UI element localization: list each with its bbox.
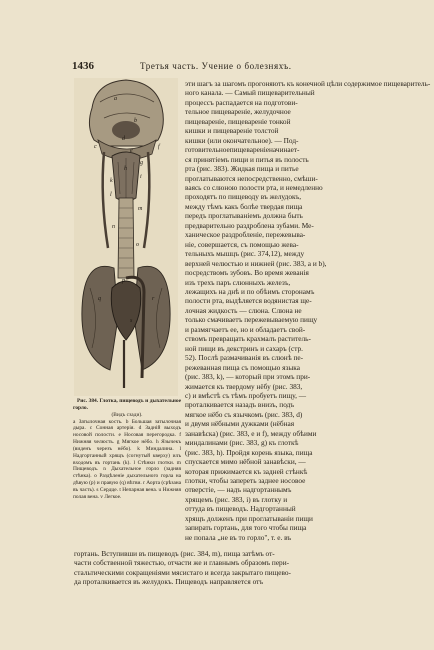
- text-line: эти шагъ за шагомъ прогоняютъ къ конечной цѣли содержимое пищеваритель-: [185, 79, 431, 88]
- figure-label: k: [110, 178, 113, 184]
- text-line: c) и вмѣстѣ съ тѣмъ пробуетъ пищу, —: [185, 390, 307, 400]
- text-line: мягкое нёбо съ язычкомъ (рис. 383, d): [185, 409, 303, 419]
- figure-label: c: [94, 144, 97, 150]
- text-line: кишки и пищевареніе толстой: [185, 126, 279, 136]
- text-line: стальтическими сокращеніями мясистаго и всегда закрытаго пищево-: [74, 567, 291, 577]
- page-number: 1436: [72, 60, 94, 72]
- text-line: ханическое раздробленіе, пережевыва-: [185, 230, 306, 240]
- text-line: рта (рис. 383). Жидкая пища и питье: [185, 164, 299, 174]
- text-line: процессъ распадается на подготови-: [185, 97, 298, 107]
- figure-label: h: [124, 166, 127, 172]
- text-line: полости рта, выдѣляется водянистая ще-: [185, 296, 312, 306]
- figure-caption: [73, 398, 181, 501]
- text-line: верхней челюстью и нижней (рис. 383, a и b),: [185, 258, 327, 268]
- text-line: ваясь со слюною полости рта, и немедленно: [185, 182, 323, 192]
- text-line: передъ проглатываніемъ должна быть: [185, 211, 303, 221]
- text-line: части собственной тяжестью, отчасти же и главнымъ образомъ пери-: [74, 558, 290, 568]
- text-line: хрящемъ (рис. 383, i) въ глотку и: [185, 494, 288, 504]
- text-line: оттуда въ пищеводъ. Надгортанный: [185, 504, 296, 514]
- figure-label: e: [130, 148, 133, 154]
- figure-label: l: [110, 192, 112, 198]
- text-line: да проталкивается въ желудокъ. Пищеводъ направляется отъ: [74, 577, 264, 587]
- caption-subtitle: (Видъ сзади).: [111, 411, 143, 418]
- text-line: тельныхъ мышцъ (рис. 374,12), между: [185, 249, 305, 259]
- text-line: ніе, совершается, съ помощью жева-: [185, 239, 299, 249]
- figure-label: d: [122, 136, 125, 142]
- anatomy-illustration: [74, 78, 178, 396]
- figure-label: q: [98, 296, 101, 302]
- text-line: (рис. 383, h). Пройдя корень языка, пища: [185, 447, 313, 457]
- text-line: и двумя нёбными дужками (нёбная: [185, 419, 295, 429]
- text-line: проходятъ по пищеводу въ желудокъ,: [185, 192, 302, 202]
- text-line: готовительноепищевареніеначинает-: [185, 145, 300, 155]
- text-line: и размягчаетъ ее, но и обладаетъ свой-: [185, 324, 306, 334]
- text-line: гортань. Вступивши въ пищеводъ (рис. 384, m), пища затѣмъ от-: [74, 549, 275, 558]
- page-header: [72, 60, 372, 74]
- text-line: проталкивается назадъ внизъ, подъ: [185, 400, 295, 410]
- figure-label: f: [158, 144, 160, 150]
- text-line: ной пищи въ декстринъ и сахаръ (стр.: [185, 343, 303, 353]
- figure-label: a: [114, 96, 117, 102]
- body-text-bottom: [74, 549, 368, 587]
- figure-label: n: [112, 224, 115, 230]
- figure-label: i: [140, 174, 142, 180]
- text-line: спускается мимо нёбной занавѣски, —: [185, 457, 306, 467]
- text-line: предварительно раздроблена зубами. Ме-: [185, 220, 314, 230]
- figure-label: b: [134, 118, 137, 124]
- running-title: Третья часть. Учение о болезняхъ.: [140, 61, 292, 71]
- text-line: только смачиваетъ пережевываемую пищу: [185, 315, 318, 325]
- text-line: изъ трехъ паръ слюнныхъ железъ,: [185, 277, 291, 287]
- text-line: миндалинами (рис. 383, g) къ глоткѣ: [185, 438, 299, 448]
- text-line: (рис. 383, k), — который при этомъ при-: [185, 372, 311, 382]
- figure-label: s: [130, 318, 133, 324]
- body-text-column: [185, 79, 431, 542]
- figure-label: r: [152, 296, 155, 302]
- text-line: хрящъ долженъ при проглатываніи пищи: [185, 513, 313, 523]
- figure-label: g: [140, 160, 143, 166]
- text-line: отверстіе, — надъ надгортаннымъ: [185, 485, 292, 495]
- caption-body: a Затылочная кость. b Большая затылочная дыра. c Сонная артерія. d Задній выходъ носовой полости. e Носовая перегородка. f Нижняя челюсть. g Мягкое нёбо. h Язычекъ (виденъ черезъ нёбо). k Миндалина. l Надгортанный хрящъ (согнутый кверху) илъ входомъ въ гортань (k). l Стѣнки глотки. m Пищеводъ. n Дыхательное горло (задняя стѣнка). o Раздѣленіе дыхательного горла на дѣвую (p) и правую (q) вѣтви. r Аорта (срѣзана въ часть). s Сердце. t Непарная вена. u Нижняя полая вена. v Легкое.: [73, 418, 181, 500]
- text-line: не попала „не въ то горло", т. е. въ: [185, 532, 292, 542]
- text-line: между тѣмъ какъ болѣе твердая пища: [185, 201, 303, 211]
- figure-label: p: [122, 278, 125, 284]
- text-line: лочная жидкость — слюна. Слюна не: [185, 305, 302, 315]
- text-line: жимается къ твердому нёбу (рис. 383,: [185, 381, 303, 391]
- text-line: тельное пищевареніе, желудочное: [185, 107, 291, 117]
- figure-label: m: [138, 206, 143, 212]
- caption-title: Рис. 384. Глотка, пищеводъ и дыхательное горло.: [73, 398, 181, 411]
- text-line: кишки (или окончательное). — Под-: [185, 135, 299, 145]
- text-line: занавѣска) (рис. 383, e и f), между обѣими: [185, 428, 317, 438]
- text-line: глотки, чтобы запереть заднее носовое: [185, 476, 306, 486]
- text-line: лежащихъ на днѣ и по обѣимъ сторонамъ: [185, 286, 315, 296]
- text-line: ствомъ превращать крахмалъ раститель-: [185, 334, 311, 344]
- text-line: 52). Послѣ размачиванія въ слюнѣ пе-: [185, 353, 304, 363]
- text-line: ного канала. — Самый пищеварительный: [185, 88, 315, 98]
- text-line: режеванная пища съ помощью языка: [185, 362, 300, 372]
- text-line: запирать гортань, для того чтобы пища: [185, 523, 307, 533]
- text-line: ся принятіемъ пищи и питья въ полость: [185, 154, 309, 164]
- figure-label: o: [136, 242, 139, 248]
- text-line: проглатываются непосредственно, смѣши-: [185, 173, 318, 183]
- text-line: которая прижимается къ задней стѣнкѣ: [185, 466, 308, 476]
- text-line: посредствомъ зубовъ. Во время жеванія: [185, 268, 309, 278]
- text-line: пищевареніе, пищевареніе тонкой: [185, 116, 291, 126]
